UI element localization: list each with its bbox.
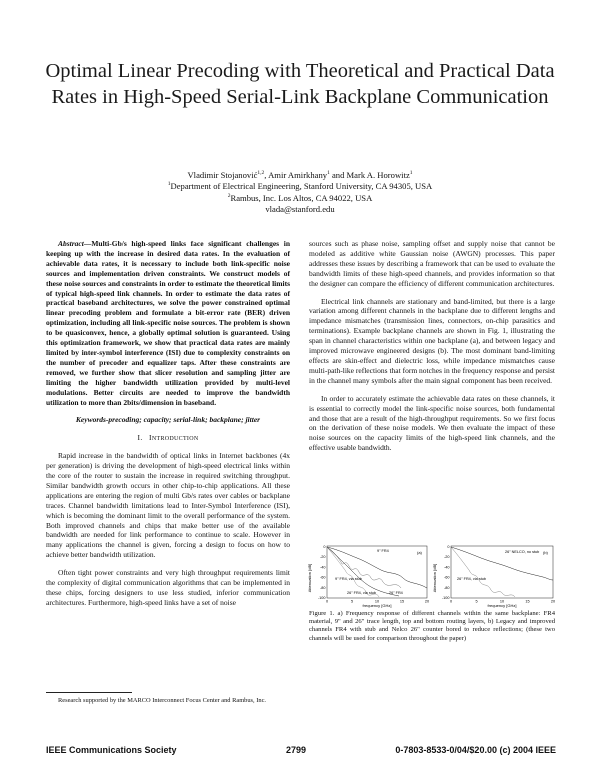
footnote: Research supported by the MARCO Interconnect Focus Center and Rambus, Inc.	[58, 697, 267, 704]
author-block	[40, 170, 560, 216]
figure-1-caption: Figure 1. a) Frequency response of different channels within the same backplane: FR4 material, 9" and 26" trace length, top and bottom routing layers, b) Legacy and improved channels FR4 with stub and Nelco 26" counter bored to reduce reflections; (these two channels will be used for comparison throughout the paper)	[309, 610, 555, 642]
footer-page-number: 2799	[286, 745, 307, 755]
abstract-text: —Multi-Gb/s high-speed links face significant challenges in keeping up with the increase in desired data rates. In the evaluation of achievable data rates, it is necessary to include both link-specific noise sources and implementation driven constraints. We construct models of these noise sources and constraints in order to estimate the theoretical limits of typical high-speed link channels. In order to estimate the data rates of practical baseband architectures, we solve the power constrained optimal linear precoding problem and formulate a bit-error rate (BER) driven optimization, including all link-specific noise sources. The problem is shown to be quasiconvex, hence, a globally optimal solution is guaranteed. Using this optimization framework, we show that practical data rates are mainly limited by inter-symbol interference (ISI) due to complexity constraints on the number of precoder and equalizer taps. After these constraints are removed, we further show that slicer resolution and sampling jitter are limiting the higher bandwidth utilization provided by multi-level modulations. Better circuits are needed to improve the bandwidth utilization to more than 2bits/dimension in baseband.	[46, 239, 290, 407]
author-names: Vladimir Stojanović$^{1,2}$, Amir Amirkhany$^1$ and Mark A. Horowitz$^1$	[187, 170, 413, 180]
panel-b-ytick: -60	[444, 575, 450, 580]
left-column	[46, 239, 290, 616]
figure-1b	[432, 545, 555, 608]
footnote-rule	[46, 692, 132, 693]
panel-b-xtick: 0	[449, 599, 453, 604]
panel-b-ylabel: Attenuation [dB]	[432, 563, 437, 593]
panel-a-label-26in-stub: 26" FR4, via stub	[347, 591, 376, 595]
panel-b-tag: (b)	[543, 550, 548, 555]
paragraph-right-3: In order to accurately estimate the achievable data rates on these channels, it is essential to correctly model the link-specific noise sources, both fundamental and those that are a result of the high-throughput requirements. So we first focus on the derivation of these noise models. We then evaluate the impact of these noise sources on the capacity limits of the high-speed link channels, and the effective usable bandwidth.	[309, 393, 555, 453]
panel-a-ytick: -60	[320, 575, 326, 580]
panel-a-tag: (a)	[417, 550, 422, 555]
right-column	[309, 239, 555, 461]
paragraph-intro-1: Rapid increase in the bandwidth of optical links in Internet backbones (4x per generation) is driving the development of high-speed electrical links within the core of the router to sustain the increase in required switching throughput. Similar bandwidth growth occurs in other chip-to-chip applications. All these applications are entering the region of multi Gb/s rates over cables or backplane traces. Channel bandwidth limitations lead to Inter-Symbol Interference (ISI), which is becoming the dominant limit to the overall performance of the system. Both improved channels and chips that make better use of the available bandwidth are needed for link performance to continue to scale. However in many applications the channel is given, forcing a design to focus on how to achieve better bandwidth utilization.	[46, 451, 290, 560]
affiliation-1: $^1$Department of Electrical Engineering, Stanford University, CA 94305, USA	[167, 181, 433, 192]
panel-a-xtick: 20	[424, 599, 430, 604]
panel-a-ytick: -100	[317, 596, 326, 600]
paragraph-right-2: Electrical link channels are stationary and band-limited, but there is a large variation among different channels in the backplane due to different lengths and impedance mismatches (transmission lines, connectors, on-chip parasitics and terminations). Example backplane channels are shown in Fig. 1, illustrating the span in channel characteristics within one backplane (a), and between legacy and improved microwave engineered designs (b). The most dominant band-limiting effects are skin-effect and dielectric loss, while impedance mismatches cause multi-path-like reflections that form notches in the frequency response and persist in the channel many symbols after the main signal component has been received.	[309, 296, 555, 385]
figure-1	[309, 544, 555, 608]
paragraph-right-1: sources such as phase noise, sampling offset and supply noise that cannot be modeled as additive white Gaussian noise (AWGN) processes. This paper addresses these issues by describing a framework that can be used to evaluate the bandwidth limits of these high-speed channels, and provides information so that the designer can compare the efficiency of different communication architectures.	[309, 239, 555, 288]
panel-b-ytick: -100	[441, 596, 450, 600]
panel-a-label-9in: 9" FR4	[377, 549, 389, 553]
page-footer	[46, 745, 556, 757]
panel-b-xtick: 10	[499, 599, 505, 604]
panel-b-ytick: -40	[444, 565, 450, 570]
panel-a-xtick: 10	[374, 599, 380, 604]
panel-a-ytick: -80	[320, 585, 326, 590]
panel-a-label-26in: 26" FR4	[389, 591, 403, 595]
paper-title: Optimal Linear Precoding with Theoretical and Practical Data Rates in High-Speed Serial-Link Backplane Communication	[45, 60, 555, 108]
panel-a-ylabel: Attenuation [dB]	[307, 563, 312, 593]
panel-a-curve-9in	[327, 547, 427, 588]
panel-b-label-fr4-stub: 26" FR4, via stub	[457, 577, 486, 581]
affiliation-2: $^2$Rambus, Inc. Los Altos, CA 94022, USA	[227, 192, 373, 203]
panel-b-xtick: 15	[525, 599, 530, 604]
panel-a-yticks	[318, 545, 326, 600]
panel-b-xtick: 5	[475, 599, 478, 604]
paragraph-intro-2: Often tight power constraints and very high throughput requirements limit the complexity of digital communication algorithms that can be implemented in these chips, forcing designers to use less studied, inferior communication architectures. Furthermore, high-speed links have a set of noise	[46, 568, 290, 607]
panel-a-xtick: 0	[325, 599, 329, 604]
footer-society: IEEE Communications Society	[46, 745, 177, 755]
abstract-label: Abstract	[58, 239, 84, 248]
panel-b-curve-fr4-stub	[451, 547, 515, 597]
panel-a-ytick: 0	[323, 545, 326, 549]
panel-b-xlabel: frequency [GHz]	[487, 603, 517, 608]
abstract	[46, 239, 290, 407]
panel-a-ytick: -20	[320, 555, 326, 560]
panel-a-frame	[327, 546, 427, 598]
panel-b-ytick: -20	[444, 555, 450, 560]
section-heading-introduction: I. INTRODUCTION	[137, 433, 199, 443]
panel-a-xtick: 5	[350, 599, 354, 604]
author-email: vlada@stanford.edu	[265, 204, 335, 215]
panel-b-label-nelco: 26" NELCO, no stub	[505, 550, 540, 554]
panel-a-xtick: 15	[399, 599, 405, 604]
panel-b-xtick: 20	[550, 599, 556, 604]
panel-a-ytick: -40	[320, 565, 326, 570]
panel-a-xlabel: frequency [GHz]	[362, 603, 392, 608]
figure-1a	[307, 545, 429, 608]
footer-copyright: 0-7803-8533-0/04/$20.00 (c) 2004 IEEE	[395, 745, 556, 755]
panel-a-label-9in-stub: 9" FR4, via stub	[335, 577, 362, 581]
panel-b-ytick: 0	[447, 545, 450, 549]
panel-b-ytick: -80	[444, 585, 450, 590]
keywords: Keywords-precoding; capacity; serial-link; backplane; jitter	[75, 415, 261, 425]
panel-b-yticks	[442, 545, 450, 600]
